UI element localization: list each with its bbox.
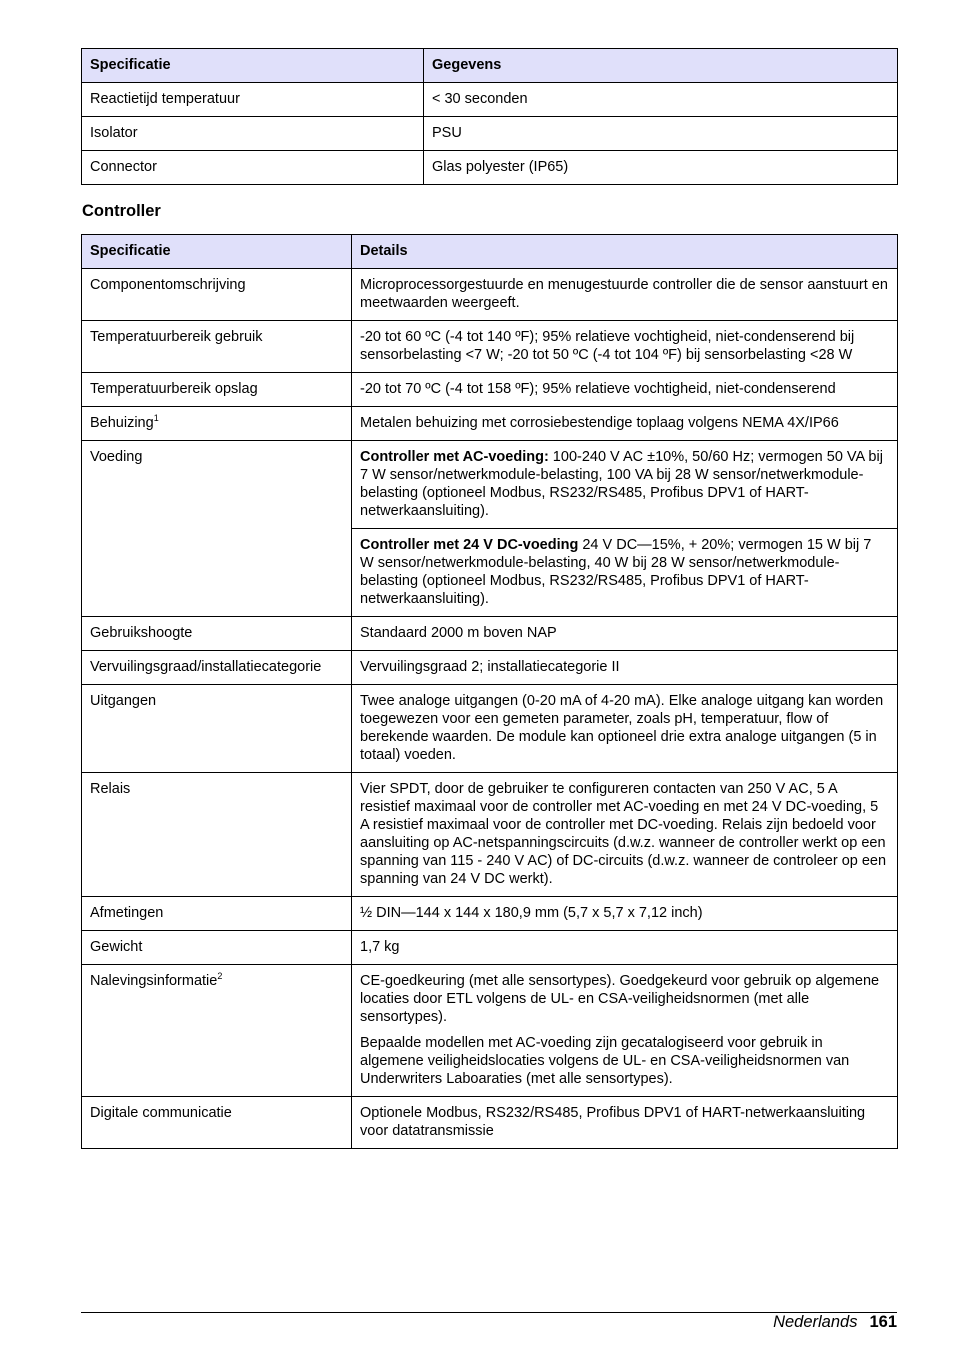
footnote-marker: 2 [217, 971, 223, 982]
table-row [82, 441, 898, 529]
detail-cell: Metalen behuizing met corrosiebestendige toplaag volgens NEMA 4X/IP66 [352, 407, 898, 441]
table-row [82, 651, 898, 685]
detail-cell: Vier SPDT, door de gebruiker te configureren contacten van 250 V AC, 5 A resistief maximaal voor de controller met AC-voeding en met 24 V DC-voeding, 5 A resistief maximaal voor de controller met DC-voeding. Relais zijn bedoeld voor aansluiting op AC-netspanningscircuits (d.w.z. wanneer de controller werkt op een spanning van 115 - 240 V AC) of DC-circuits (d.w.z. wanneer de controleer op een spanning van 24 V DC werkt). [352, 773, 898, 897]
detail-cell: Standaard 2000 m boven NAP [352, 617, 898, 651]
value-cell: PSU [424, 117, 898, 151]
table-row [82, 1097, 898, 1149]
table-row [82, 151, 898, 185]
detail-bold-label: Controller met 24 V DC-voeding [360, 537, 579, 553]
detail-cell: ½ DIN—144 x 144 x 180,9 mm (5,7 x 5,7 x 7,12 inch) [352, 897, 898, 931]
spec-cell: Connector [82, 151, 424, 185]
table-row [82, 773, 898, 897]
column-header: Specificatie [82, 49, 424, 83]
column-header: Details [352, 235, 898, 269]
detail-cell [352, 529, 898, 617]
footer-language: Nederlands [773, 1313, 858, 1331]
table-header-row [82, 49, 898, 83]
column-header: Gegevens [424, 49, 898, 83]
table-row [82, 965, 898, 1097]
table-row [82, 685, 898, 773]
detail-cell: -20 tot 60 ºC (-4 tot 140 ºF); 95% relatieve vochtigheid, niet-condenserend bij sensorbelasting <7 W; -20 tot 50 ºC (-4 tot 104 ºF) bij sensorbelasting <28 W [352, 321, 898, 373]
sensor-spec-table [81, 48, 898, 185]
spec-cell: Temperatuurbereik opslag [82, 373, 352, 407]
section-title: Controller [82, 202, 161, 220]
spec-cell: Reactietijd temperatuur [82, 83, 424, 117]
controller-spec-table [81, 234, 898, 1149]
footnote-marker: 1 [153, 413, 159, 424]
table-header-row [82, 235, 898, 269]
table-row [82, 117, 898, 151]
detail-cell: Twee analoge uitgangen (0-20 mA of 4-20 mA). Elke analoge uitgang kan worden toegewezen voor een gemeten parameter, zoals pH, temperatuur, flow of berekende waarden. De module kan optioneel drie extra analoge uitgangen (5 in totaal) voeden. [352, 685, 898, 773]
spec-cell: Gewicht [82, 931, 352, 965]
spec-cell: Relais [82, 773, 352, 897]
spec-cell: Voeding [82, 441, 352, 617]
value-cell: Glas polyester (IP65) [424, 151, 898, 185]
detail-cell: Microprocessorgestuurde en menugestuurde controller die de sensor aanstuurt en meetwaarden weergeeft. [352, 269, 898, 321]
detail-cell [352, 441, 898, 529]
detail-paragraph: Bepaalde modellen met AC-voeding zijn gecatalogiseerd voor gebruik in algemene veiligheidslocaties volgens de UL- en CSA-veiligheidsnormen van Underwriters Laboaraties (met alle sensortypes). [360, 1035, 850, 1087]
spec-cell: Isolator [82, 117, 424, 151]
table-row [82, 321, 898, 373]
value-cell: < 30 seconden [424, 83, 898, 117]
detail-cell [352, 965, 898, 1097]
column-header: Specificatie [82, 235, 352, 269]
table-row [82, 931, 898, 965]
page-footer [773, 1312, 897, 1332]
page-number: 161 [869, 1313, 897, 1331]
spec-label: Nalevingsinformatie [90, 973, 218, 989]
detail-cell: Optionele Modbus, RS232/RS485, Profibus DPV1 of HART-netwerkaansluiting voor datatransmissie [352, 1097, 898, 1149]
detail-cell: -20 tot 70 ºC (-4 tot 158 ºF); 95% relatieve vochtigheid, niet-condenserend [352, 373, 898, 407]
table-row [82, 83, 898, 117]
spec-cell: Afmetingen [82, 897, 352, 931]
spec-cell: Gebruikshoogte [82, 617, 352, 651]
spec-label: Behuizing [90, 415, 154, 431]
spec-cell: Temperatuurbereik gebruik [82, 321, 352, 373]
spec-cell: Digitale communicatie [82, 1097, 352, 1149]
detail-cell: Vervuilingsgraad 2; installatiecategorie II [352, 651, 898, 685]
spec-cell [82, 407, 352, 441]
spec-cell: Componentomschrijving [82, 269, 352, 321]
spec-cell: Vervuilingsgraad/installatiecategorie [82, 651, 352, 685]
table-row [82, 617, 898, 651]
spec-cell: Uitgangen [82, 685, 352, 773]
table-row [82, 269, 898, 321]
table-row [82, 407, 898, 441]
spec-cell [82, 965, 352, 1097]
detail-bold-label: Controller met AC-voeding: [360, 449, 549, 465]
table-row [82, 373, 898, 407]
detail-cell: 1,7 kg [352, 931, 898, 965]
detail-text: 24 V DC—15%, + 20%; vermogen 15 W bij 7 W sensor/netwerkmodule-belasting, 40 W bij 28 W sensor/netwerkmodule-belasting (optioneel Modbus, RS232/RS485, Profibus DPV1 of HART-netwerkaansluiting). [360, 537, 872, 607]
detail-text: 100-240 V AC ±10%, 50/60 Hz; vermogen 50 VA bij 7 W sensor/netwerkmodule-belasting, 100 VA bij 28 W sensor/netwerkmodule-belasting (optioneel Modbus, RS232/RS485, Profibus DPV1 of HART-netwerkaansluiting). [360, 449, 883, 519]
table-row [82, 897, 898, 931]
detail-paragraph: CE-goedkeuring (met alle sensortypes). Goedgekeurd voor gebruik op algemene locaties door ETL volgens de UL- en CSA-veiligheidsnormen (met alle sensortypes). [360, 973, 880, 1025]
